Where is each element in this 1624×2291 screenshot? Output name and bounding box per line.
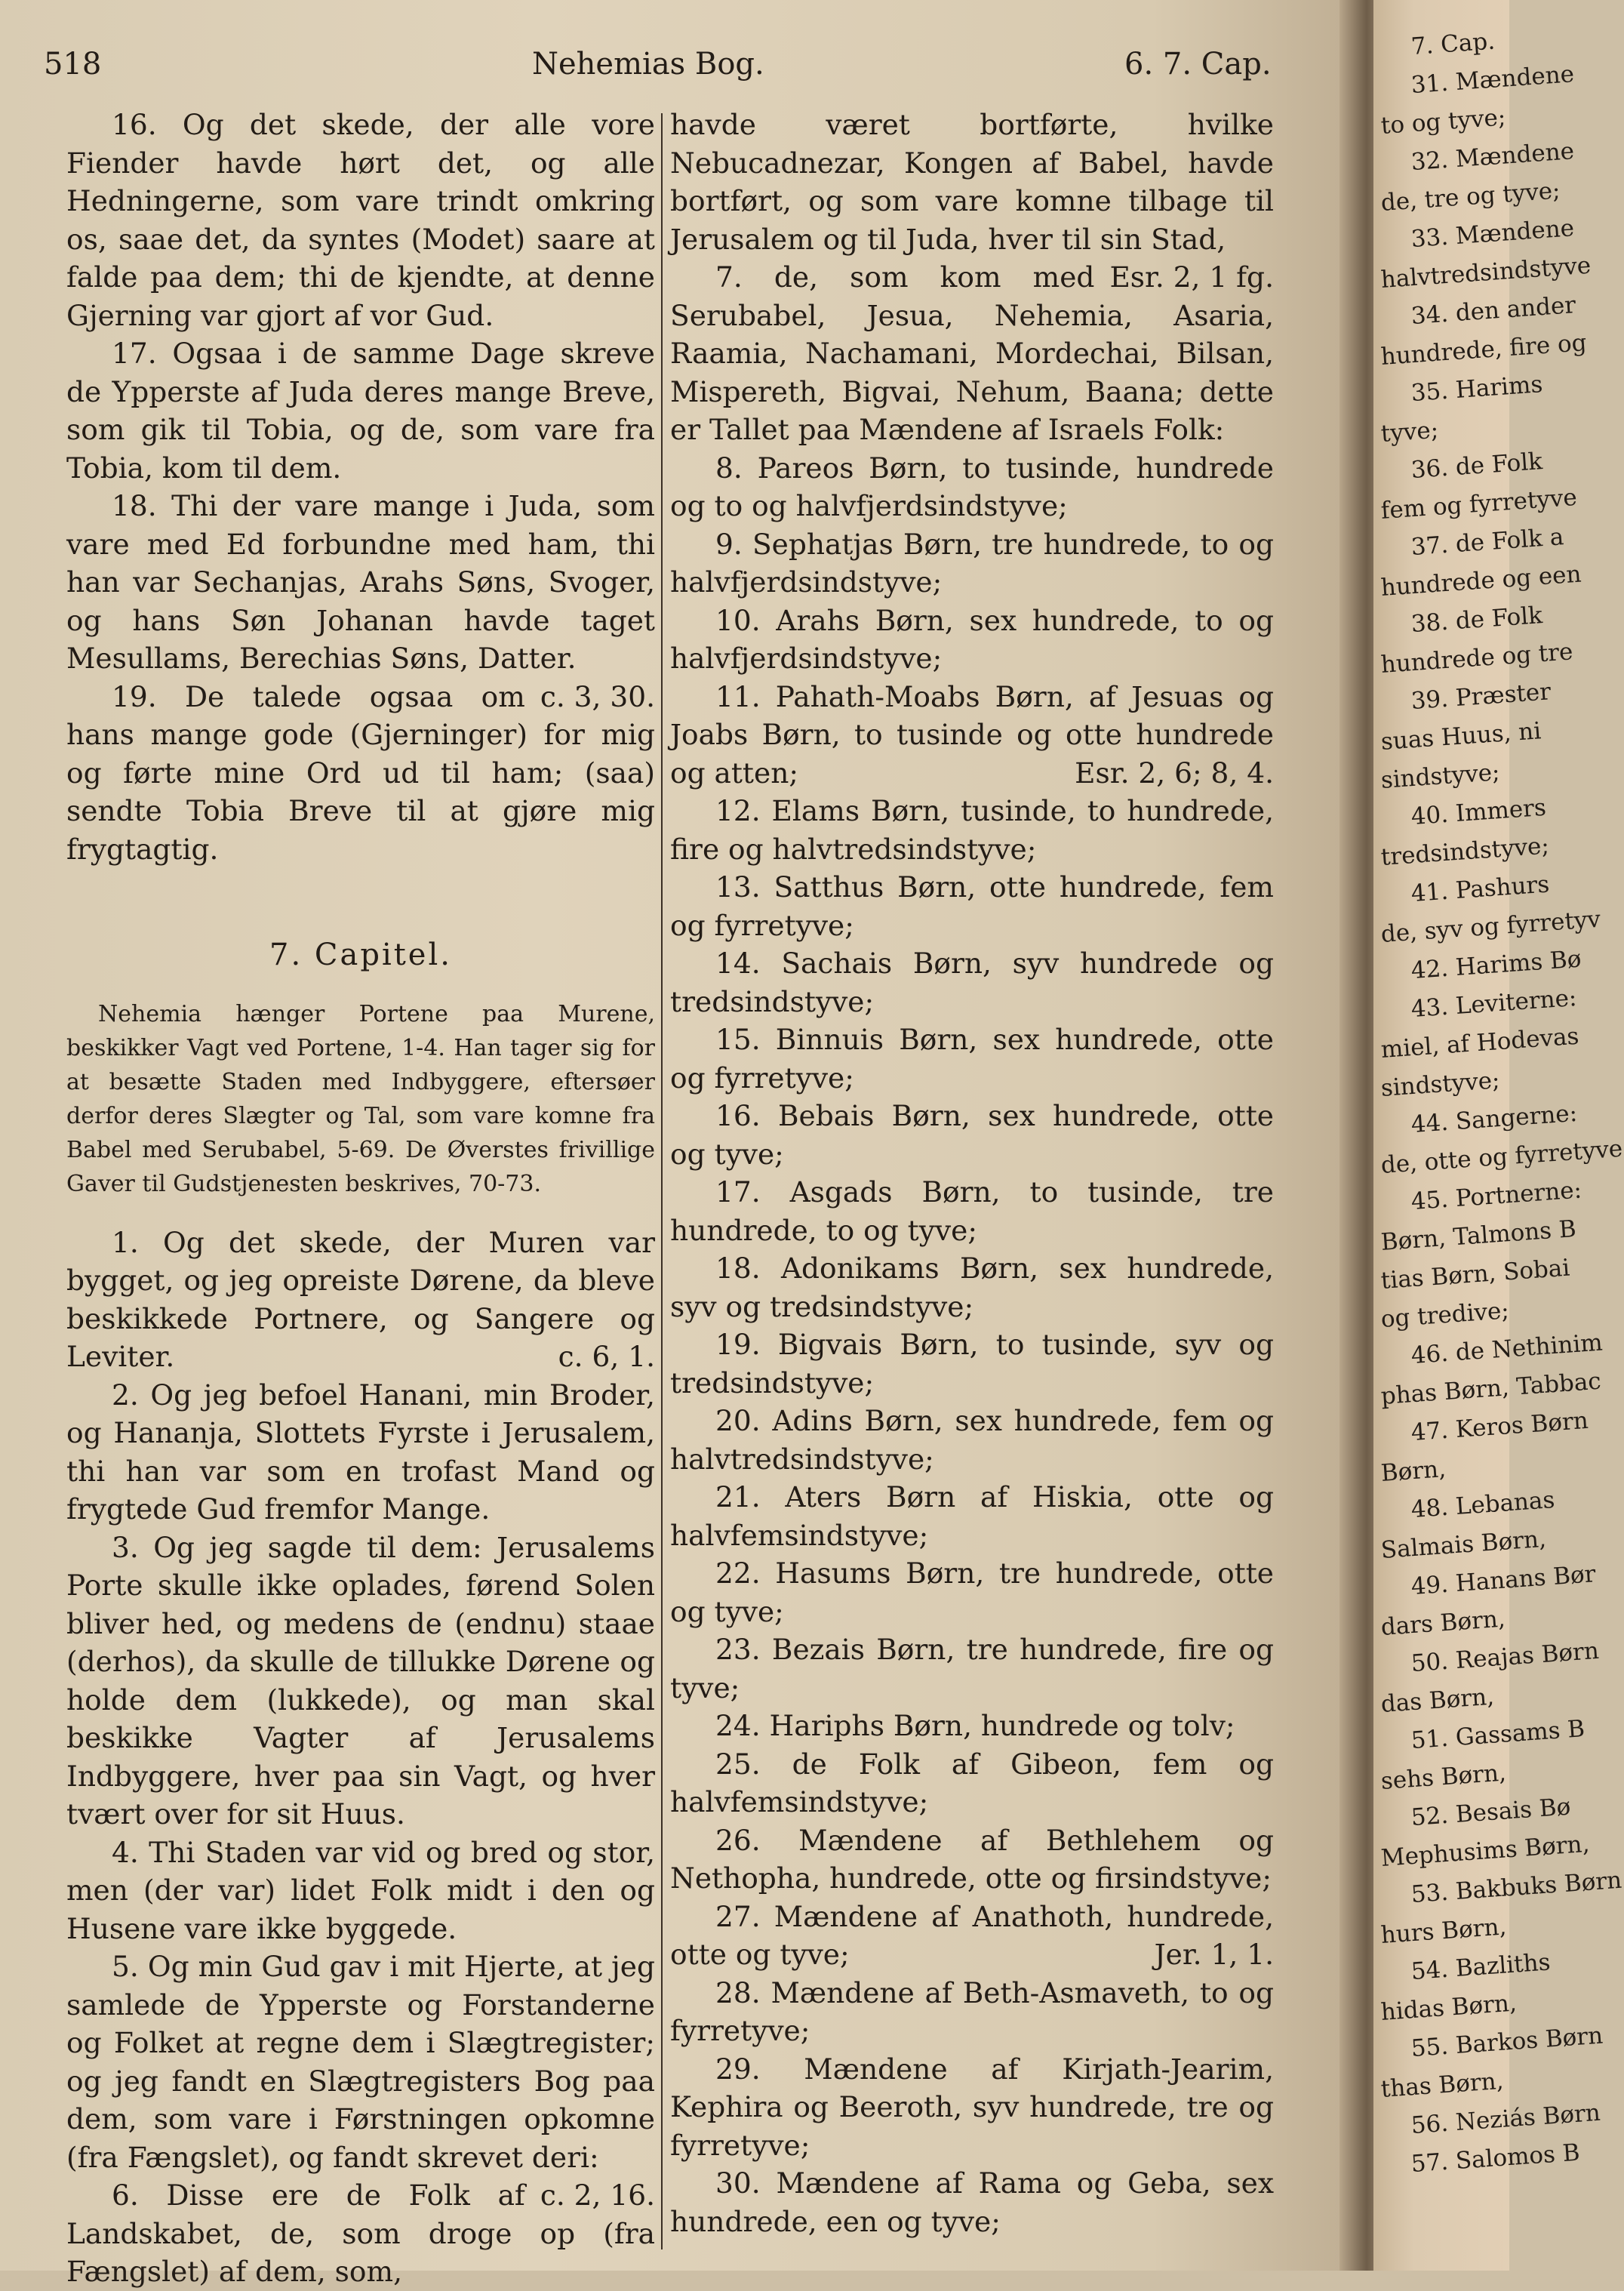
verse xyxy=(670,944,1274,1021)
facing-page-line: dars Børn, xyxy=(1379,1605,1506,1641)
verses-chapter-7 xyxy=(66,1224,655,2291)
verse-text: 19. Bigvais Børn, to tusinde, syv og tredsindstyve; xyxy=(670,1328,1274,1400)
facing-page-line: Salmais Børn, xyxy=(1379,1525,1547,1564)
facing-page-line: 35. Harims xyxy=(1410,371,1544,408)
facing-page-line: halvtredsindstyve xyxy=(1379,251,1592,294)
verse-text: 12. Elams Børn, tusinde, to hundrede, fire og halvtredsindstyve; xyxy=(670,794,1274,866)
facing-page-line: de, syv og fyrretyv xyxy=(1379,905,1602,948)
running-title: Nehemias Bog. xyxy=(532,47,764,82)
verse xyxy=(670,792,1274,868)
verse xyxy=(670,449,1274,525)
column-divider xyxy=(661,113,663,2249)
facing-page-line: fem og fyrretyve xyxy=(1379,483,1578,525)
verse xyxy=(670,868,1274,944)
left-column xyxy=(66,106,655,2291)
facing-page-line: hundrede og tre xyxy=(1379,638,1574,679)
page-number: 518 xyxy=(44,47,102,82)
verse xyxy=(670,1821,1274,1898)
verse-text: 26. Mændene af Bethlehem og Nethopha, hundrede, otte og firsindstyve; xyxy=(670,1823,1274,1895)
verse-text: 16. Bebais Børn, sex hundrede, otte og tyve; xyxy=(670,1099,1274,1171)
verse-text: 23. Bezais Børn, tre hundrede, fire og tyve; xyxy=(670,1633,1274,1704)
facing-page-line: tyve; xyxy=(1379,416,1440,448)
verse-text: 8. Pareos Børn, to tusinde, hundrede og to og halvfjerdsindstyve; xyxy=(670,451,1274,522)
facing-page-line: Børn, xyxy=(1379,1455,1447,1487)
verse xyxy=(670,525,1274,602)
verse-text: 21. Aters Børn af Hiskia, otte og halvfemsindstyve; xyxy=(670,1480,1274,1552)
verse-text: 25. de Folk af Gibeon, fem og halvfemsindstyve; xyxy=(670,1747,1274,1818)
verse-text: 2. Og jeg befoel Hanani, min Broder, og Hananja, Slottets Fyrste i Jerusalem, thi han var som en trofast Mand og frygtede Gud fremfor Mange. xyxy=(66,1378,655,1526)
verse-text: 28. Mændene af Beth-Asmaveth, to og fyrretyve; xyxy=(670,1975,1274,2047)
verse xyxy=(670,1898,1274,1974)
verses-list xyxy=(670,258,1274,2240)
verse-text: 29. Mændene af Kirjath-Jearim, Kephira og Beeroth, syv hundrede, tre og fyrretyve; xyxy=(670,2052,1274,2162)
verse-text: 24. Hariphs Børn, hundrede og tolv; xyxy=(715,1709,1235,1742)
verse-text: 14. Sachais Børn, syv hundrede og tredsindstyve; xyxy=(670,947,1274,1018)
facing-page-line: 55. Barkos Børn xyxy=(1410,2022,1604,2063)
facing-page-line: 45. Portnerne: xyxy=(1410,1176,1583,1216)
facing-page-line: 49. Hanans Bør xyxy=(1410,1560,1597,1601)
facing-page-line: 48. Lebanas xyxy=(1410,1486,1556,1524)
facing-page-line: 56. Neziás Børn xyxy=(1410,2099,1601,2140)
verse xyxy=(670,1249,1274,1326)
facing-page-line: de, otte og fyrretyve xyxy=(1379,1135,1624,1179)
verse xyxy=(670,1173,1274,1249)
verse-text: 13. Satthus Børn, otte hundrede, fem og fyrretyve; xyxy=(670,870,1274,942)
verse xyxy=(66,1948,655,2212)
facing-page-line: 54. Bazliths xyxy=(1410,1948,1552,1986)
verse xyxy=(670,1021,1274,1097)
facing-page-line: 51. Gassams B xyxy=(1410,1715,1586,1755)
cross-reference: c. 2, 16. xyxy=(540,2179,655,2212)
verse-text: 18. Adonikams Børn, sex hundrede, syv og tredsindstyve; xyxy=(670,1252,1274,1323)
facing-page-line: Børn, Talmons B xyxy=(1379,1215,1577,1256)
verse xyxy=(670,1402,1274,1478)
facing-page-line: phas Børn, Tabbac xyxy=(1379,1367,1602,1410)
verse xyxy=(66,1529,655,1834)
verse-text: 4. Thi Staden var vid og bred og stor, men (der var) lidet Folk midt i den og Husene vare ikke byggede. xyxy=(66,1835,655,1945)
verse-text: 7. de, som kom med Serubabel, Jesua, Nehemia, Asaria, Raamia, Nachamani, Mordechai, Bilsan, Mispereth, Bigvai, Nehum, Baana; dette er Tallet paa Mændene af Israels Folk: xyxy=(670,260,1274,446)
verse xyxy=(670,1478,1274,1554)
facing-page-line: 47. Keros Børn xyxy=(1410,1406,1589,1447)
chapter-heading: 7. Capitel. xyxy=(269,938,452,972)
verse-text: 20. Adins Børn, sex hundrede, fem og halvtredsindstyve; xyxy=(670,1404,1274,1476)
verse-text: 19. De talede ogsaa om hans mange gode (Gjerninger) for mig og førte mine Ord ud til ham; (saa) sendte Tobia Breve til at gjøre mig frygtagtig. xyxy=(66,679,655,866)
verse xyxy=(66,487,655,713)
facing-page-line: 53. Bakbuks Børn xyxy=(1410,1866,1623,1909)
book-page-right-fragment xyxy=(1373,0,1624,2271)
facing-page-line: hundrede, fire og xyxy=(1379,329,1588,371)
cross-reference: Jer. 1, 1. xyxy=(1154,1938,1274,1971)
facing-page-line: de, tre og tyve; xyxy=(1379,177,1561,217)
facing-page-line: to og tyve; xyxy=(1379,103,1507,140)
facing-page-lines xyxy=(1373,0,1624,2186)
facing-page-line: og tredive; xyxy=(1379,1297,1510,1333)
facing-page-line: 37. de Folk a xyxy=(1410,523,1565,562)
verse-text: 15. Binnuis Børn, sex hundrede, otte og fyrretyve; xyxy=(670,1023,1274,1095)
facing-page-line: 43. Leviterne: xyxy=(1410,984,1578,1024)
facing-page-line: sehs Børn, xyxy=(1379,1759,1507,1795)
verse xyxy=(66,1224,655,1376)
facing-page-line: 46. de Nethinim xyxy=(1410,1329,1604,1370)
chapter-summary: Nehemia hænger Portene paa Murene, beskikker Vagt ved Portene, 1-4. Han tager sig for at besætte Staden med Indbyggere, eftersøer derfor deres Slægter og Tal, som vare komne fra Babel med Serubabel, 5-69. De Øverstes frivillige Gaver til Gudstjenesten beskrives, 70-73. xyxy=(66,1000,655,1197)
verse xyxy=(670,2050,1274,2165)
verse-text: 11. Pahath-Moabs Børn, af Jesuas og Joabs Børn, to tusinde og otte hundrede og atten; xyxy=(670,679,1274,790)
cross-reference: Esr. 2, 6; 8, 4. xyxy=(1075,756,1274,790)
right-column xyxy=(670,106,1274,2240)
verses-chapter-6 xyxy=(66,106,655,868)
cross-reference: c. 6, 1. xyxy=(558,1340,655,1373)
facing-page-line: 7. Cap. xyxy=(1410,27,1496,61)
facing-page-line: 36. de Folk xyxy=(1410,448,1544,485)
facing-page-line: miel, af Hodevas xyxy=(1379,1022,1580,1064)
verse xyxy=(670,1707,1274,1745)
verse-text: 6. Disse ere de Folk af Landskabet, de, som droge op (fra Fængslet) af dem, som, xyxy=(66,2179,655,2288)
verse-text: 22. Hasums Børn, tre hundrede, otte og tyve; xyxy=(670,1557,1274,1628)
facing-page-line: 40. Immers xyxy=(1410,793,1547,831)
verse-text: 30. Mændene af Rama og Geba, sex hundrede, een og tyve; xyxy=(670,2166,1274,2238)
verse xyxy=(670,1745,1274,1821)
verse xyxy=(670,602,1274,678)
facing-page-line: 38. de Folk xyxy=(1410,602,1544,639)
verse-text: 17. Asgads Børn, to tusinde, tre hundrede, to og tyve; xyxy=(670,1175,1274,1247)
verse xyxy=(670,1326,1274,1402)
facing-page-line: sindstyve; xyxy=(1379,759,1501,794)
verse-text: 3. Og jeg sagde til dem: Jerusalems Porte skulle ikke oplades, førend Solen bliver hed, og medens de (endnu) staae (derhos), da skulle de tillukke Dørene og holde dem (lukkede), og man skal beskikke Vagter af Jerusalems Indbyggere, hver paa sin Vagt, og hver tvært over for sit Huus. xyxy=(66,1530,655,1831)
cross-reference: Esr. 2, 1 fg. xyxy=(1109,260,1274,294)
verse xyxy=(66,106,655,334)
facing-page-line: tias Børn, Sobai xyxy=(1379,1254,1571,1295)
verse xyxy=(670,1097,1274,1173)
verse-continuation xyxy=(670,106,1274,294)
facing-page-line: 33. Mændene xyxy=(1410,214,1576,254)
facing-page-line: 41. Pashurs xyxy=(1410,870,1551,908)
verse xyxy=(670,1974,1274,2050)
facing-page-line: 34. den ander xyxy=(1410,291,1577,331)
verse xyxy=(66,334,655,487)
facing-page-line: hidas Børn, xyxy=(1379,1989,1518,2026)
verse xyxy=(670,1630,1274,1707)
facing-page-line: thas Børn, xyxy=(1379,2067,1505,2103)
facing-page-line: sindstyve; xyxy=(1379,1067,1501,1102)
facing-page-line: 42. Harims Bø xyxy=(1410,945,1582,985)
facing-page-line: 52. Besais Bø xyxy=(1410,1793,1572,1832)
verse-text: 9. Sephatjas Børn, tre hundrede, to og halvfjerdsindstyve; xyxy=(670,527,1274,599)
facing-page-line: tredsindstyve; xyxy=(1379,832,1550,871)
verse xyxy=(670,678,1274,793)
verse-text: havde været bortførte, hvilke Nebucadnezar, Kongen af Babel, havde bortført, og som vare komne tilbage til Jerusalem og til Juda, hver til sin Stad, xyxy=(670,108,1274,256)
chapter-reference: 6. 7. Cap. xyxy=(1124,47,1272,82)
verse xyxy=(66,1834,655,1948)
facing-page-line: 50. Reajas Børn xyxy=(1410,1637,1600,1678)
facing-page-line: 44. Sangerne: xyxy=(1410,1099,1579,1139)
verse-text: 27. Mændene af Anathoth, hundrede, otte og tyve; xyxy=(670,1899,1274,1971)
facing-page-line: 57. Salomos B xyxy=(1410,2139,1581,2179)
facing-page-line: hurs Børn, xyxy=(1379,1913,1508,1949)
verse-text: 5. Og min Gud gav i mit Hjerte, at jeg samlede de Ypperste og Forstanderne og Folket at regne dem i Slægtregister; og jeg fandt en Slægtregisters Bog paa dem, som vare i Førstningen opkomne (fra Fængslet), og fandt skrevet deri: xyxy=(66,1950,655,2174)
facing-page-line: suas Huus, ni xyxy=(1379,717,1542,756)
verse-text: 18. Thi der vare mange i Juda, som vare med Ed forbundne med ham, thi han var Sechanjas, Arahs Søns, Svoger, og hans Søn Johanan havde taget Mesullams, Berechias Søns, Datter. xyxy=(66,489,655,675)
facing-page-line: 39. Præster xyxy=(1410,678,1552,716)
verse-text: 16. Og det skede, der alle vore Fiender havde hørt det, og alle Hedningerne, som vare trindt omkring os, saae det, da syntes (Modet) saare at falde paa dem; thi de kjendte, at denne Gjerning var gjort af vor Gud. xyxy=(66,108,655,332)
facing-page-line: 31. Mændene xyxy=(1410,60,1576,100)
verse xyxy=(66,1376,655,1529)
verse xyxy=(670,1554,1274,1630)
cross-reference: c. 3, 30. xyxy=(540,679,655,713)
facing-page-line: Mephusims Børn, xyxy=(1379,1830,1591,1872)
verse xyxy=(670,2164,1274,2240)
verse-text: 1. Og det skede, der Muren var bygget, og jeg opreiste Dørene, da bleve beskikkede Portnere, og Sangere og Leviter. xyxy=(66,1225,655,1373)
facing-page-line: hundrede og een xyxy=(1379,560,1582,602)
facing-page-line: 32. Mændene xyxy=(1410,137,1576,177)
verse-text: 17. Ogsaa i de samme Dage skreve de Ypperste af Juda deres mange Breve, som gik til Tobia, og de, som vare fra Tobia, kom til dem. xyxy=(66,337,655,485)
verse-text: 10. Arahs Børn, sex hundrede, to og halvfjerdsindstyve; xyxy=(670,603,1274,675)
facing-page-line: das Børn, xyxy=(1379,1683,1496,1718)
